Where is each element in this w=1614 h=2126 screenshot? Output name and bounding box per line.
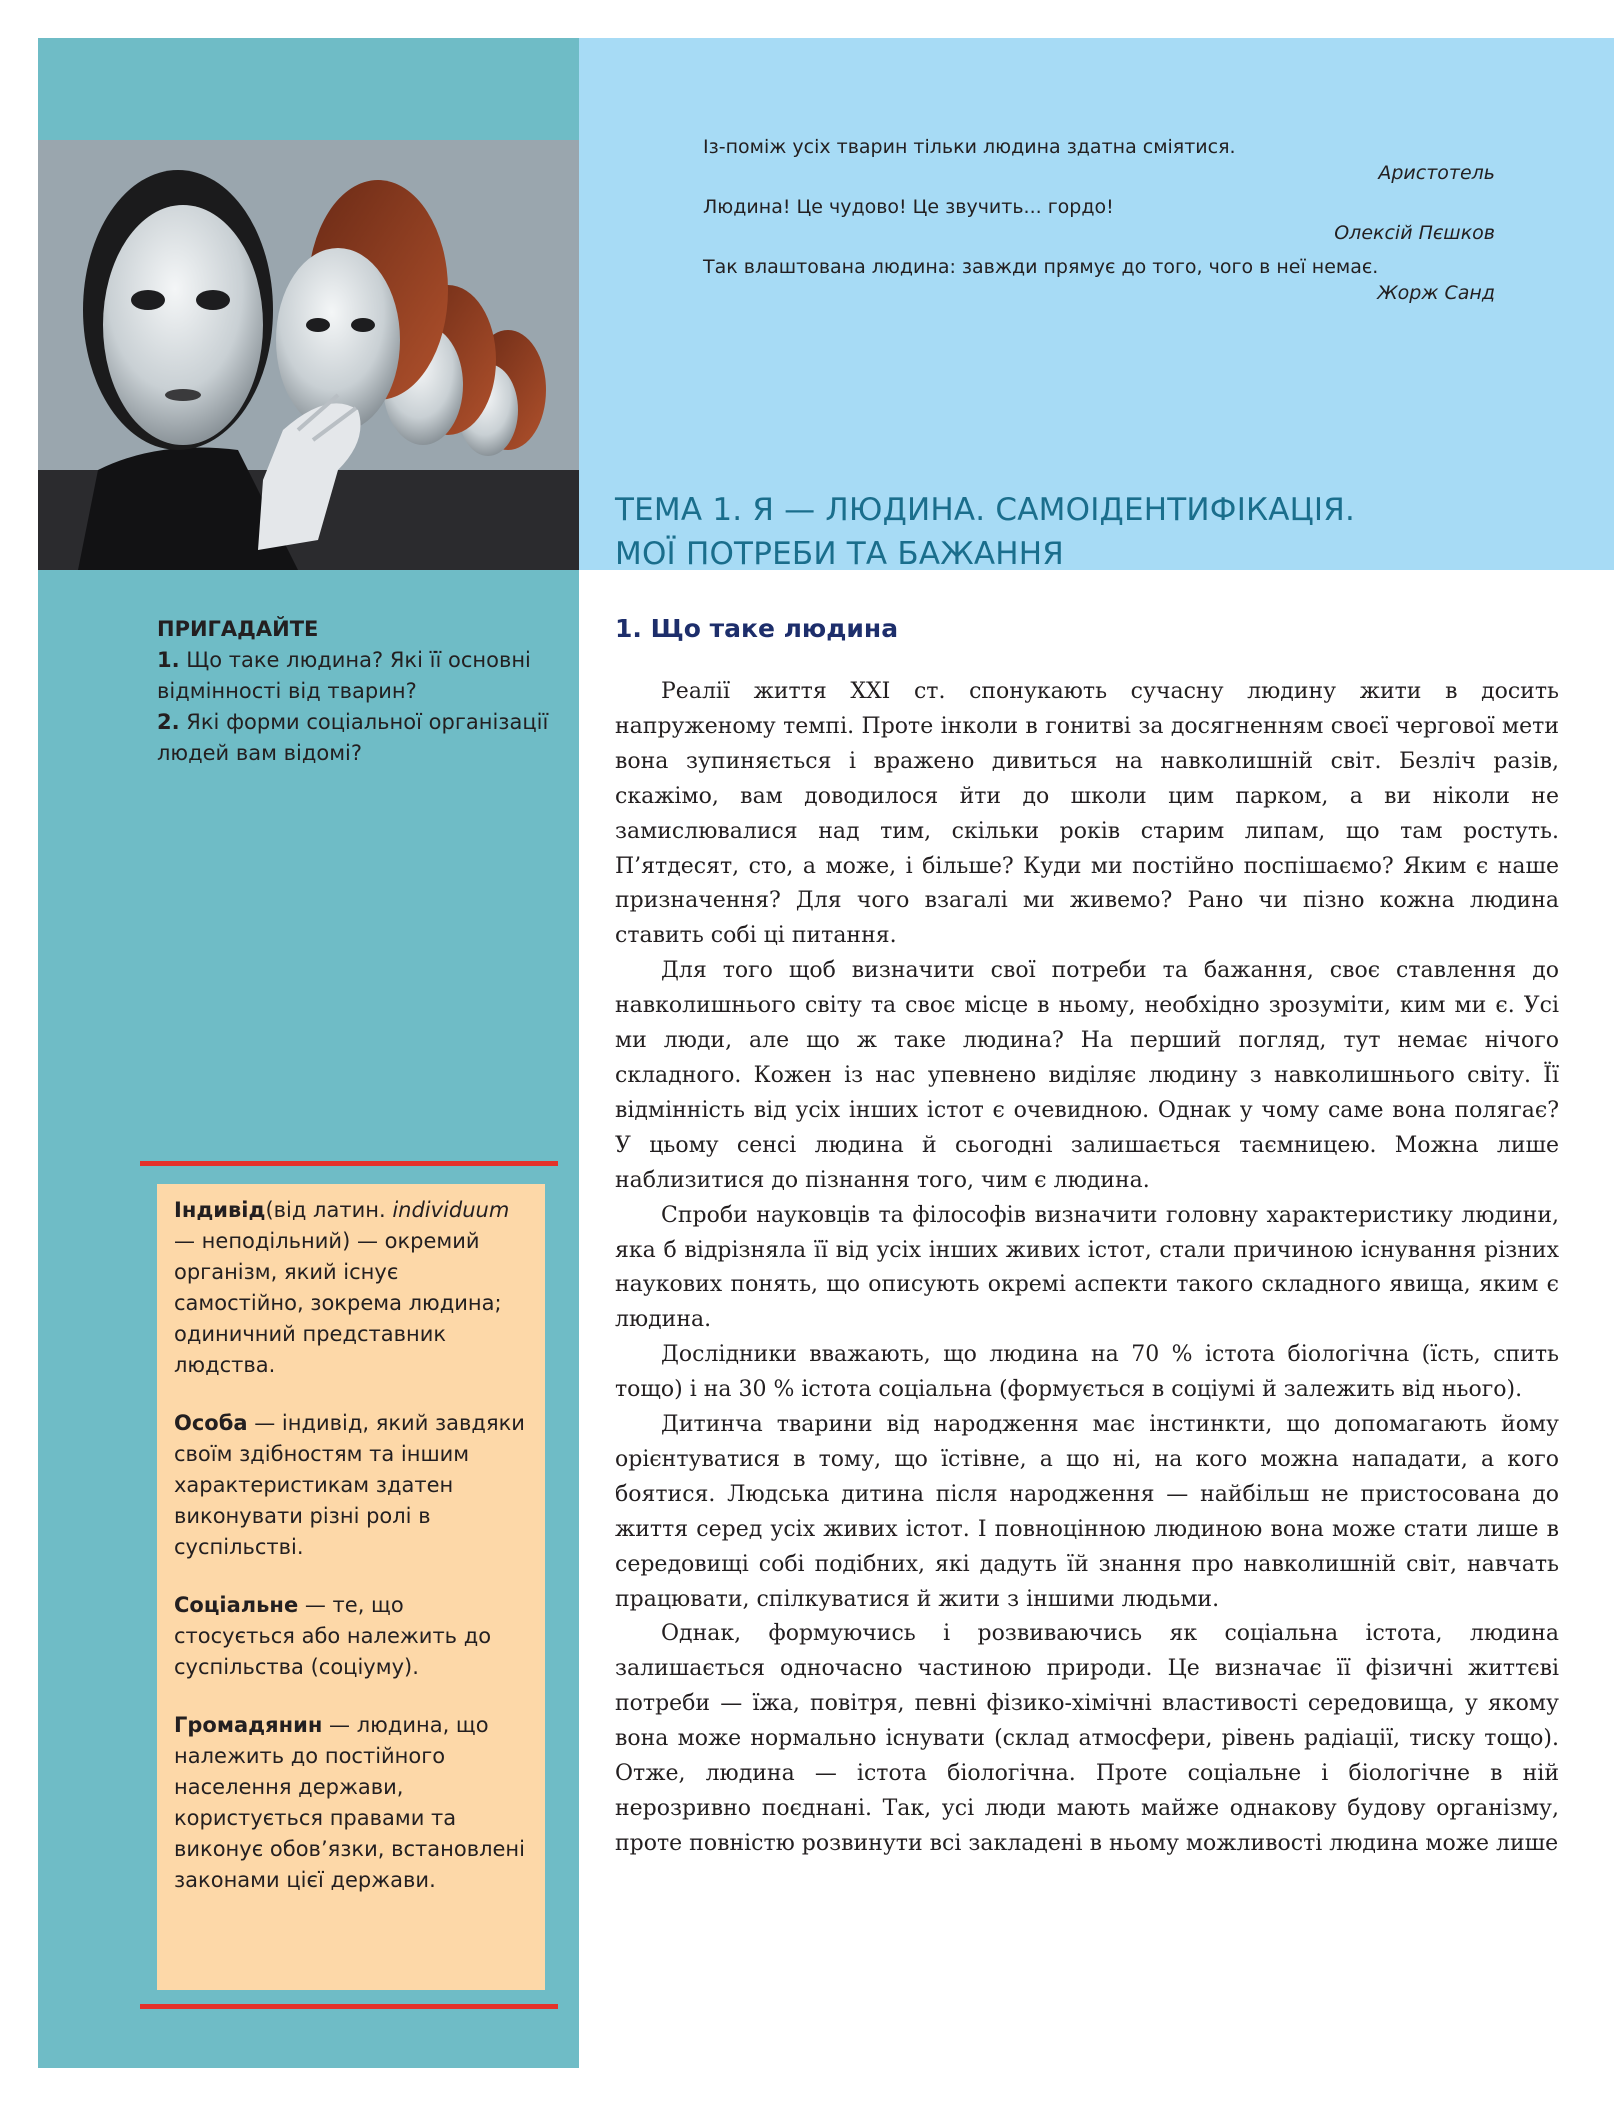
glossary-term xyxy=(174,1590,531,1683)
paragraph: Дослідники вважають, що людина на 70 % істота біологічна (їсть, спить тощо) і на 30 % істота соціальна (формується в соціумі й залежить від нього). xyxy=(615,1342,1559,1403)
remember-item xyxy=(157,645,557,707)
quote-author: Аристотель xyxy=(1378,162,1495,184)
masks-illustration xyxy=(38,140,579,570)
term-definition: (від латин. xyxy=(265,1198,393,1222)
remember-item-number: 2. xyxy=(157,710,180,734)
quote xyxy=(703,134,1495,186)
term-name: Громадянин xyxy=(174,1713,323,1737)
quote-text: Із-поміж усіх тварин тільки людина здатна сміятися. xyxy=(703,136,1236,158)
term-name: Соціальне xyxy=(174,1593,299,1617)
glossary-term xyxy=(174,1408,531,1563)
red-divider-top xyxy=(140,1161,558,1166)
paragraph: Дитинча тварини від народження має інстинкти, що допомагають йому орієнтуватися в тому, що їстівне, а що ні, на кого можна нападати, а кого боятися. Людська дитина після народження — найбільш не пристосована до життя серед усіх живих істот. І повноцінною людиною вона може стати лише в середовищі собі подібних, які дадуть їй знання про навколишній світ, навчать працювати, спілкуватися й жити з іншими людьми. xyxy=(615,1412,1559,1612)
paragraph: Для того щоб визначити свої потреби та бажання, своє ставлення до навколишнього світу та своє місце в ньому, необхідно зрозуміти, ким ми є. Усі ми люди, але що ж таке людина? На перший погляд, тут немає нічого складного. Кожен із нас упевнено виділяє людину з навколишнього світу. Її відмінність від усіх інших істот є очевидною. Однак у чому саме вона полягає? У цьому сенсі людина й сьогодні залишається таємницею. Можна лише наблизитися до пізнання того, чим є людина. xyxy=(615,958,1559,1193)
quote-author: Жорж Санд xyxy=(1377,282,1495,304)
term-definition: — те, що стосується або належить до суспільства (соціуму). xyxy=(174,1593,492,1679)
topic-title-line: МОЇ ПОТРЕБИ ТА БАЖАННЯ xyxy=(615,536,1065,572)
epigraph-quotes xyxy=(703,134,1495,314)
red-divider-bottom xyxy=(140,2004,558,2009)
paragraph: Спроби науковців та філософів визначити головну характеристику людини, яка б відрізняла її від усіх інших живих істот, стали причиною існування різних наукових понять, що описують окремі аспекти такого складного явища, яким є людина. xyxy=(615,1202,1559,1333)
paragraph: Однак, формуючись і розвиваючись як соціальна істота, людина залишається одночасно частиною природи. Це визначає її фізичні життєві потреби — їжа, повітря, певні фізико-хімічні властивості середовища, у якому вона може нормально існувати (склад атмосфери, рівень радіації, тиску тощо). Отже, людина — істота біологічна. Проте соціальне і біологічне в ній нерозривно поєднані. Так, усі люди мають майже однакову будову організму, проте повністю розвинути всі закладені в ньому можливості людина може лише xyxy=(615,1621,1559,1856)
remember-item xyxy=(157,707,557,769)
remember-item-text: Що таке людина? Які її основні відмінності від тварин? xyxy=(157,648,531,703)
term-latin: individuum xyxy=(392,1198,510,1222)
remember-item-text: Які форми соціальної організації людей вам відомі? xyxy=(157,710,549,765)
quote-author: Олексій Пєшков xyxy=(1334,222,1495,244)
remember-box xyxy=(157,614,557,769)
glossary-term xyxy=(174,1195,531,1381)
remember-heading: ПРИГАДАЙТЕ xyxy=(157,617,319,641)
paragraph: Реалії життя XXI ст. спонукають сучасну людину жити в досить напруженому темпі. Проте інколи в гонитві за досягненням своєї чергової мети вона зупиняється і вражено дивиться на навколишній світ. Безліч разів, скажімо, вам доводилося йти до школи цим парком, а ви ніколи не замислювалися над тим, скільки років старим липам, що там ростуть. П’ятдесят, сто, а може, і більше? Куди ми постійно поспішаємо? Яким є наше призначення? Для чого взагалі ми живемо? Рано чи пізно кожна людина ставить собі ці питання. xyxy=(615,679,1559,949)
glossary-term xyxy=(174,1710,531,1896)
quote xyxy=(703,194,1495,246)
remember-item-number: 1. xyxy=(157,648,180,672)
quote-text: Так влаштована людина: завжди прямує до того, чого в неї немає. xyxy=(703,256,1379,278)
term-definition-rest: — неподільний) — окремий організм, який існує самостійно, зокрема людина; одиничний представник людства. xyxy=(174,1229,502,1377)
section-heading: 1. Що таке людина xyxy=(615,614,899,643)
masks-photo xyxy=(38,140,579,570)
body-text xyxy=(615,675,1559,1862)
topic-title xyxy=(615,488,1595,576)
glossary-box xyxy=(157,1184,545,1990)
term-name: Індивід xyxy=(174,1198,266,1222)
quote-text: Людина! Це чудово! Це звучить... гордо! xyxy=(703,196,1114,218)
term-name: Особа xyxy=(174,1411,248,1435)
quote xyxy=(703,254,1495,306)
topic-title-line: ТЕМА 1. Я — ЛЮДИНА. САМОІДЕНТИФІКАЦІЯ. xyxy=(615,492,1356,528)
term-definition: — індивід, який завдяки своїм здібностям та іншим характеристикам здатен виконувати різні ролі в суспільстві. xyxy=(174,1411,525,1559)
term-definition: — людина, що належить до постійного населення держави, користується правами та виконує обов’язки, встановлені законами цієї держави. xyxy=(174,1713,525,1892)
